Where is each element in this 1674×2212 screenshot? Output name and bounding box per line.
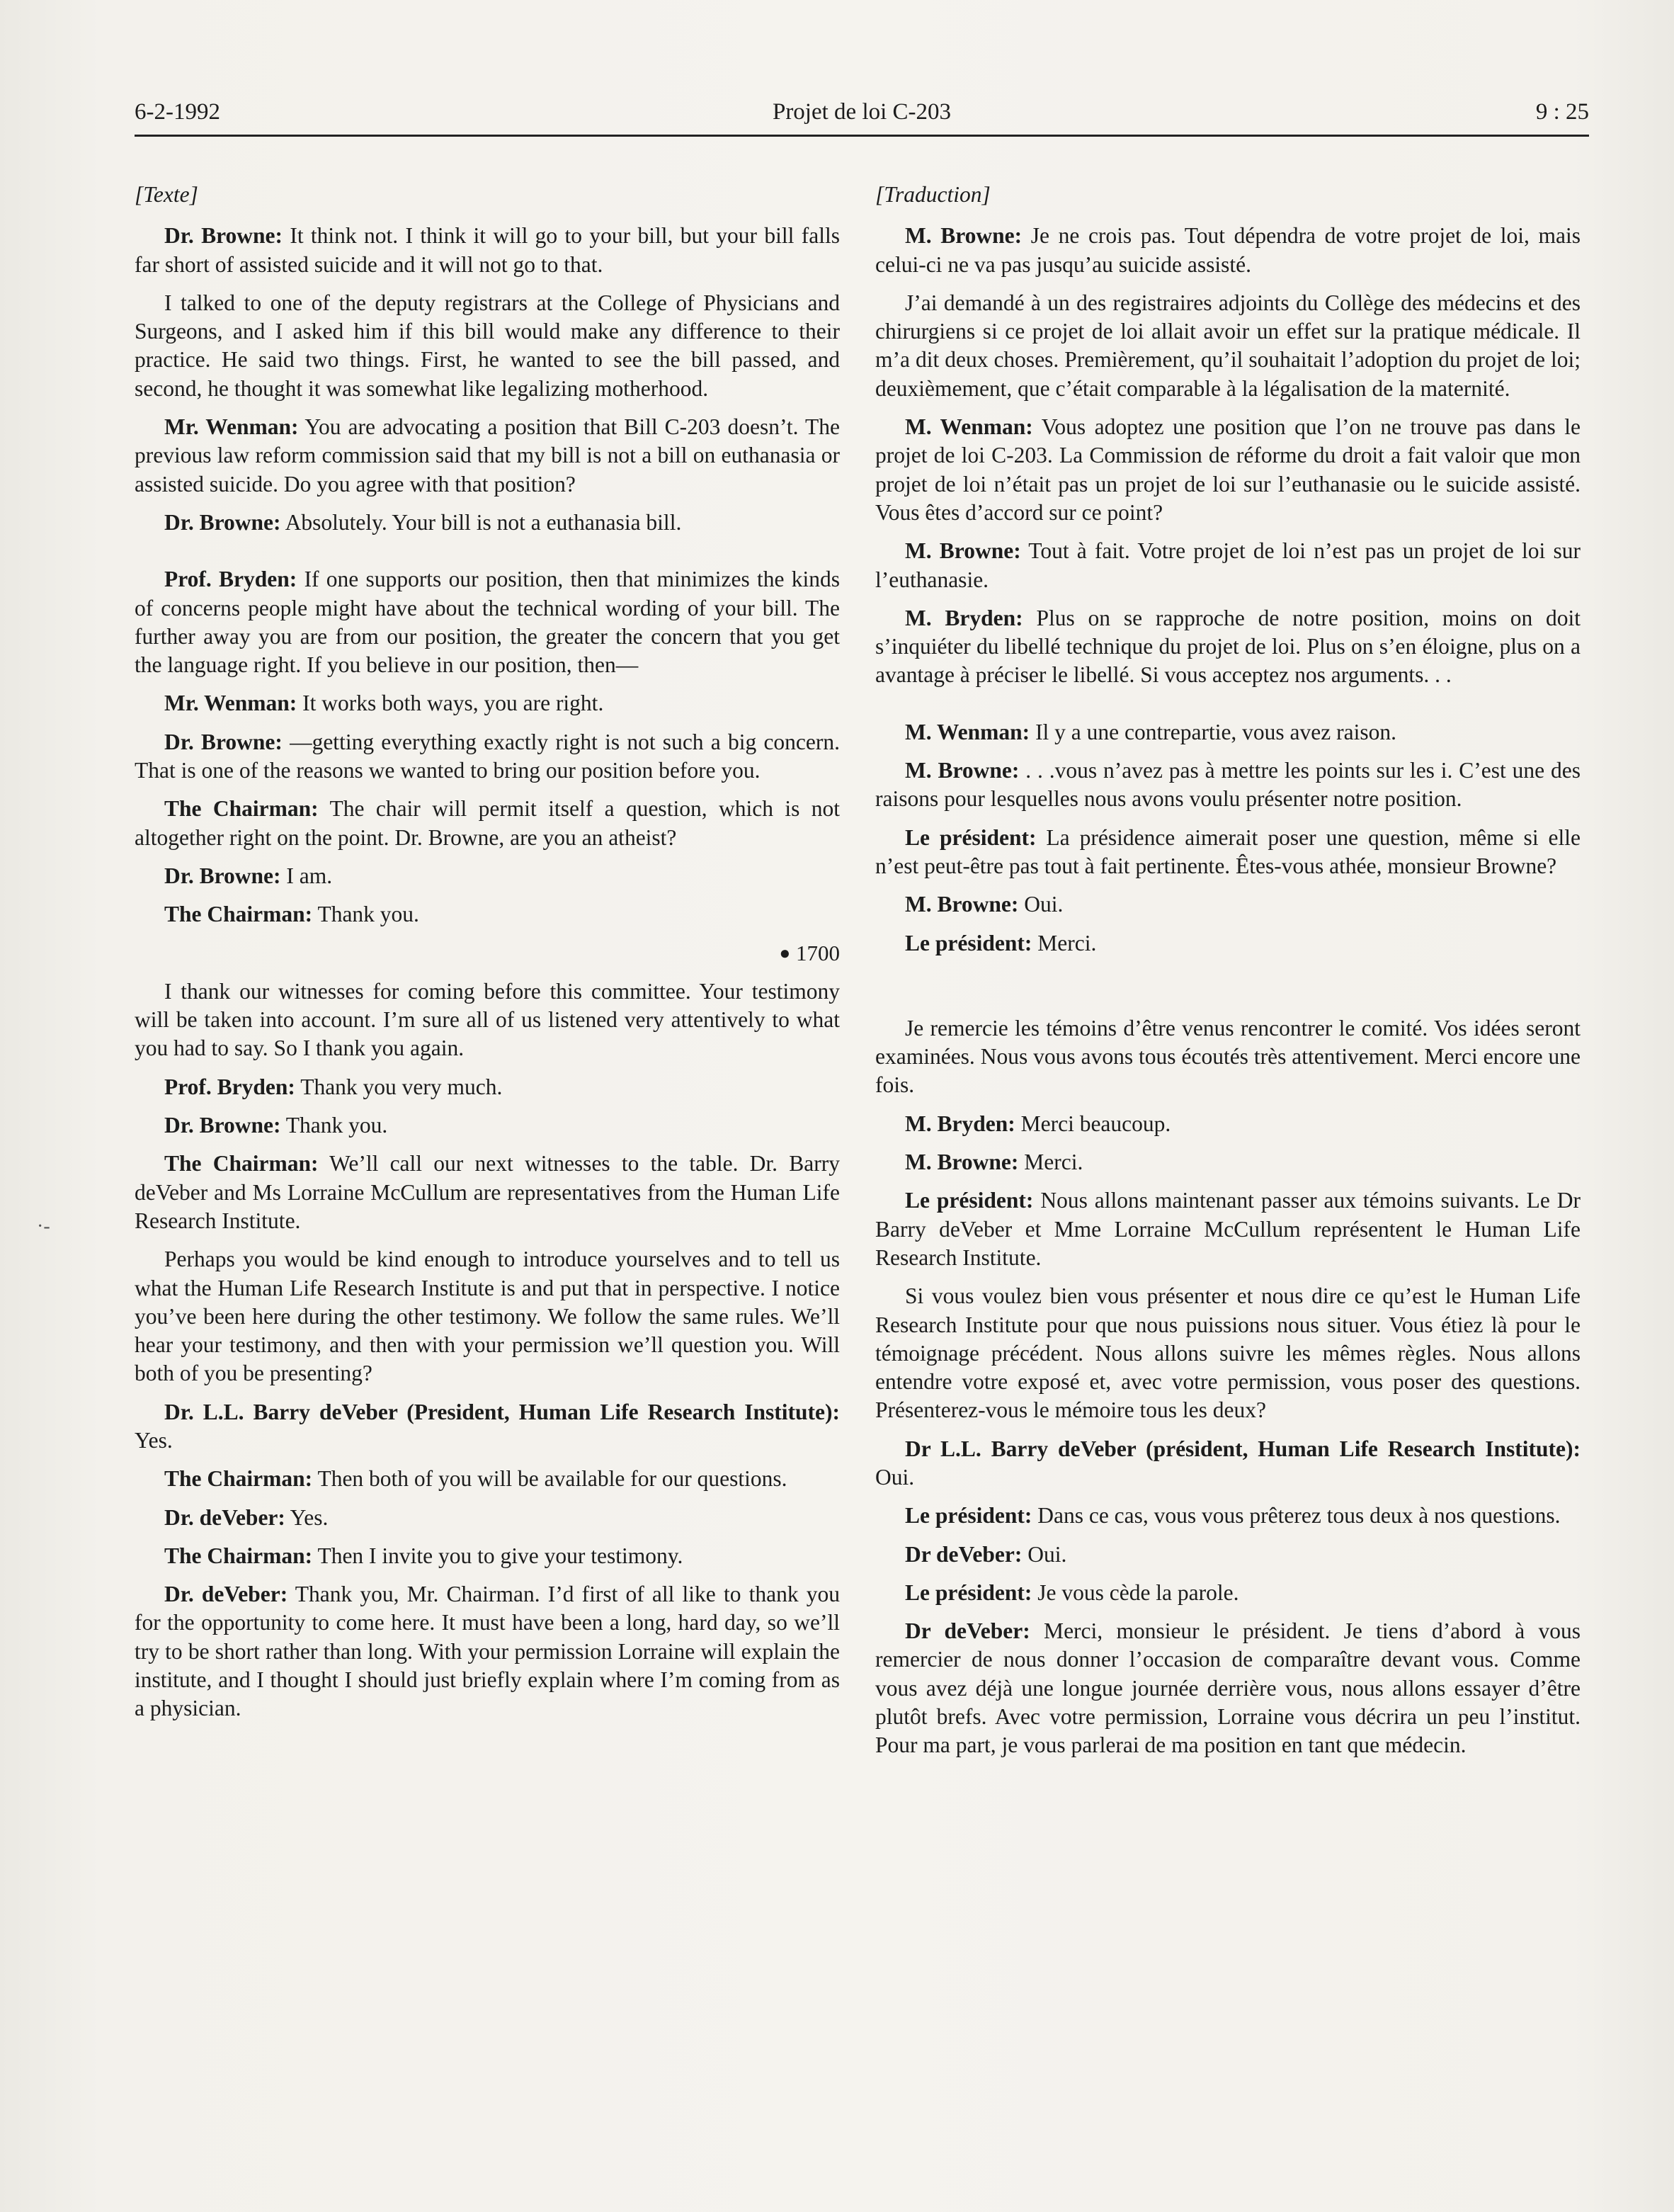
paragraph-fr-3: M. Wenman: Vous adoptez une position que l’on ne trouve pas dans le projet de loi C-203. La Commission de réforme du droit a fait valoir que mon projet de loi n’était pas un projet de loi sur l’euthanasie ou le suicide assisté. Vous êtes d’accord sur ce point? — [875, 414, 1581, 525]
paragraph-fr-4: M. Browne: Tout à fait. Votre projet de loi n’est pas un projet de loi sur l’euthanasie. — [875, 538, 1581, 592]
paragraph-en-2: I talked to one of the deputy registrars at the College of Physicians and Surgeons, and I asked him if this bill would make any difference to their practice. He said two things. First, he wanted to see the bill passed, and second, he thought it was somewhat like legalizing motherhood. — [135, 290, 840, 401]
paragraph-en-14: The Chairman: We’ll call our next witnesses to the table. Dr. Barry deVeber and Ms Lorraine McCullum are representatives from the Human Life Research Institute. — [135, 1151, 841, 1233]
paragraph-en-15: Perhaps you would be kind enough to introduce yourselves and to tell us what the Human Life Research Institute is and put that in perspective. I notice you’ve been here during the other testimony. We follow the same rules. We’ll hear your testimony, and then with your permission we’ll question you. Will both of you be presenting? — [135, 1247, 840, 1386]
paragraph-fr-8: Le président: La présidence aimerait poser une question, même si elle n’est peut-être pas tout à fait pertinente. Êtes-vous athée, monsieur Browne? — [875, 824, 1581, 878]
paragraph-en-16: Dr. L.L. Barry deVeber (President, Human Life Research Institute): Yes. — [135, 1399, 840, 1453]
english-column — [135, 181, 840, 1733]
paragraph-en-11: I thank our witnesses for coming before this committee. Your testimony will be taken into account. I’m sure all of us listened very attentively to what you had to say. So I thank you again. — [135, 978, 840, 1061]
paragraph-en-1: Dr. Browne: It think not. I think it will go to your bill, but your bill falls far short of assisted suicide and it will not go to that. — [135, 223, 840, 277]
paragraph-fr-20: Dr deVeber: Merci, monsieur le président. Je tiens d’abord à vous remercier de nous donner l’occasion de comparaître devant vous. Comme vous avez déjà une longue journée derrière vous, nous allons essayer d’être plutôt brefs. Avec votre permission, Lorraine vous décrira un peu l’institut. Pour ma part, je vous parlerai de ma position en tant que médecin. — [875, 1618, 1581, 1758]
paragraph-fr-12: M. Bryden: Merci beaucoup. — [905, 1111, 1171, 1136]
paragraph-en-7: Dr. Browne: —getting everything exactly right is not such a big concern. That is one of the reasons we wanted to bring our position before you. — [135, 729, 841, 783]
paragraph-fr-14: Le président: Nous allons maintenant passer aux témoins suivants. Le Dr Barry deVeber et Mme Lorraine McCullum représentent le Human Life Research Institute. — [875, 1188, 1581, 1270]
paragraph-fr-13: M. Browne: Merci. — [905, 1150, 1083, 1175]
french-column — [875, 181, 1581, 1770]
column-label-french: [Traduction] — [875, 182, 991, 207]
paragraph-en-12: Prof. Bryden: Thank you very much. — [164, 1074, 503, 1099]
header-title: Projet de loi C-203 — [772, 99, 952, 125]
margin-mark: ·- — [37, 1215, 50, 1237]
paragraph-fr-11: Je remercie les témoins d’être venus rencontrer le comité. Vos idées seront examinées. Nous vous avons tous écoutés très attentivement. Merci encore une fois. — [875, 1015, 1581, 1098]
paragraph-fr-1: M. Browne: Je ne crois pas. Tout dépendra de votre projet de loi, mais celui-ci ne va pas jusqu’au suicide assisté. — [875, 223, 1581, 277]
paragraph-en-3: Mr. Wenman: You are advocating a position that Bill C-203 doesn’t. The previous law reform commission said that my bill is not a bill on euthanasia or assisted suicide. Do you agree with that position? — [135, 414, 840, 497]
header-page-number: 9 : 25 — [1535, 99, 1589, 125]
paragraph-en-4: Dr. Browne: Absolutely. Your bill is not a euthanasia bill. — [164, 509, 682, 535]
time-marker: ● 1700 — [779, 940, 840, 965]
header-date: 6-2-1992 — [135, 99, 220, 125]
paragraph-fr-16: Dr L.L. Barry deVeber (président, Human Life Research Institute): Oui. — [875, 1436, 1581, 1490]
column-label-english: [Texte] — [135, 182, 198, 207]
paragraph-fr-2: J’ai demandé à un des registraires adjoints du Collège des médecins et des chirurgiens si ce projet de loi allait avoir un effet sur la pratique médicale. Il m’a dit deux choses. Premièrement, qu’il souhaitait l’adoption du projet de loi; deuxièmement, que c’était comparable à la légalisation de la maternité. — [875, 290, 1581, 401]
paragraph-en-6: Mr. Wenman: It works both ways, you are right. — [164, 691, 604, 716]
paragraph-fr-5: M. Bryden: Plus on se rapproche de notre position, moins on doit s’inquiéter du libellé technique du projet de loi. Plus on s’en éloigne, plus on a avantage à préciser le libellé. Si vous acceptez nos arguments. . . — [875, 605, 1581, 688]
paragraph-en-9: Dr. Browne: I am. — [164, 863, 333, 888]
paragraph-en-20: Dr. deVeber: Thank you, Mr. Chairman. I’d first of all like to thank you for the opportunity to come here. It must have been a long, hard day, so we’ll try to be short rather than long. With your permission Lorraine will explain the institute, and I thought I should just briefly explain where I’m coming from as a physician. — [135, 1582, 840, 1721]
paragraph-fr-15: Si vous voulez bien vous présenter et nous dire ce qu’est le Human Life Research Institute pour que nous puissions nous situer. Vous étiez là pour le témoignage précédent. Nous allons suivre les mêmes règles. Nous allons entendre votre exposé et, avec votre permission, vous poser des questions. Présenterez-vous le mémoire tous les deux? — [875, 1283, 1581, 1423]
paragraph-fr-18: Dr deVeber: Oui. — [905, 1541, 1067, 1567]
paragraph-en-19: The Chairman: Then I invite you to give your testimony. — [164, 1543, 683, 1568]
paragraph-en-8: The Chairman: The chair will permit itself a question, which is not altogether right on the point. Dr. Browne, are you an atheist? — [135, 796, 840, 850]
header-rule — [135, 135, 1589, 137]
paragraph-fr-9: M. Browne: Oui. — [905, 892, 1064, 917]
paragraph-fr-10: Le président: Merci. — [905, 930, 1097, 955]
paragraph-en-5: Prof. Bryden: If one supports our position, then that minimizes the kinds of concerns people might have about the technical wording of your bill. The further away you are from our position, the greater the concern that you get the language right. If you believe in our position, then— — [135, 567, 840, 678]
page-header — [135, 99, 1589, 135]
paragraph-fr-6: M. Wenman: Il y a une contrepartie, vous avez raison. — [905, 719, 1396, 744]
paragraph-fr-17: Le président: Dans ce cas, vous vous prêterez tous deux à nos questions. — [905, 1503, 1561, 1528]
paragraph-en-10: The Chairman: Thank you. — [164, 902, 419, 927]
paragraph-en-17: The Chairman: Then both of you will be available for our questions. — [164, 1466, 787, 1492]
paragraph-en-13: Dr. Browne: Thank you. — [164, 1113, 388, 1138]
paragraph-fr-7: M. Browne: . . .vous n’avez pas à mettre les points sur les i. C’est une des raisons pour lesquelles nous avons voulu présenter notre position. — [875, 758, 1581, 812]
paragraph-fr-19: Le président: Je vous cède la parole. — [905, 1579, 1239, 1605]
paragraph-en-18: Dr. deVeber: Yes. — [164, 1504, 329, 1530]
